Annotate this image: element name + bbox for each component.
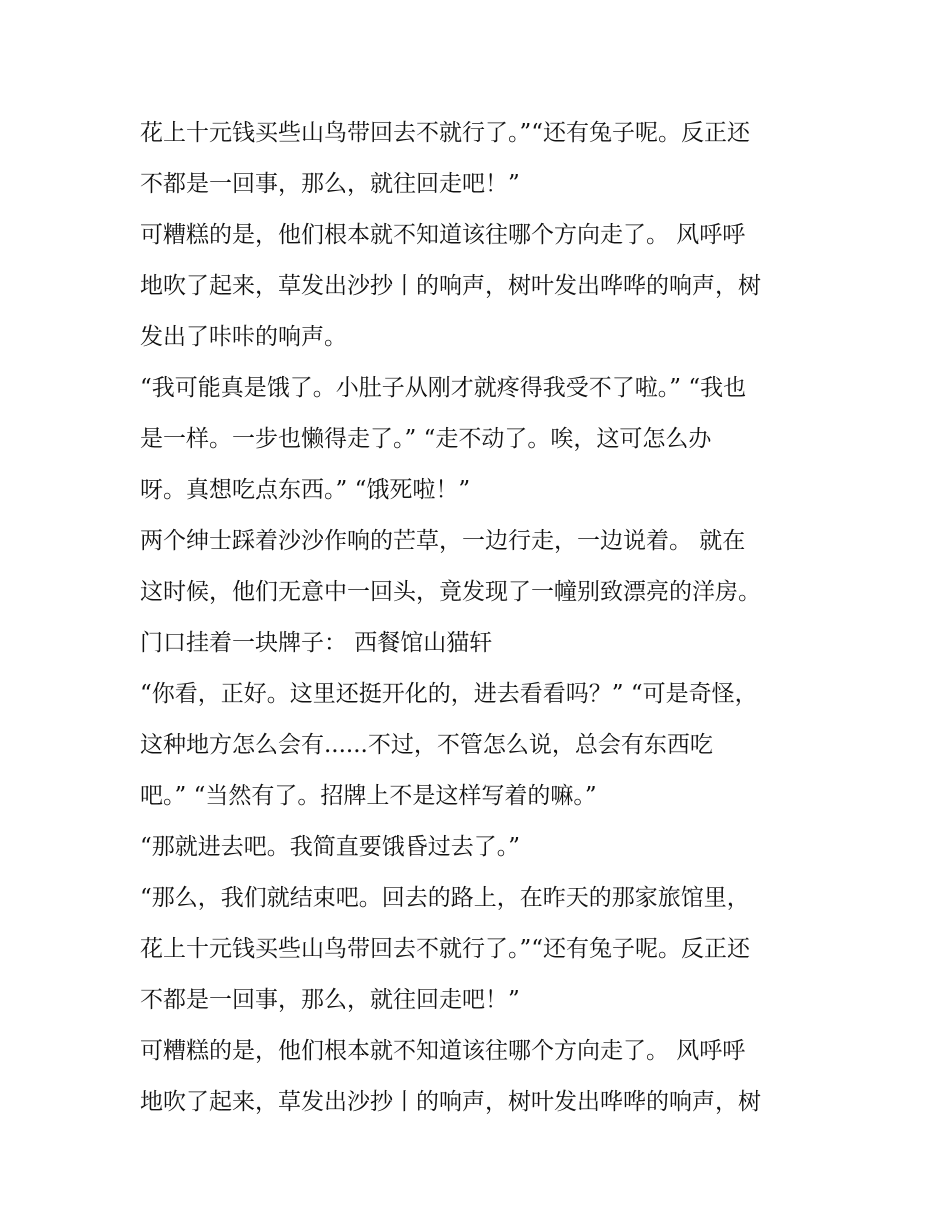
text-line: 不都是一回事，那么，就往回走吧！” — [140, 987, 520, 1013]
text-line: “你看，正好。这里还挺开化的，进去看看吗？” “可是奇怪， — [140, 681, 758, 707]
text-line: 呀。真想吃点东西。” “饿死啦！” — [140, 477, 471, 503]
text-line: 花上十元钱买些山鸟带回去不就行了。”“还有兔子呢。反正还 — [140, 120, 751, 146]
text-line: 花上十元钱买些山鸟带回去不就行了。”“还有兔子呢。反正还 — [140, 936, 751, 962]
text-line: “我可能真是饿了。小肚子从刚才就疼得我受不了啦。” “我也 — [140, 375, 747, 401]
text-line: “那就进去吧。我简直要饿昏过去了。” — [140, 834, 521, 860]
text-line: 吧。” “当然有了。招牌上不是这样写着的嘛。” — [140, 783, 597, 809]
text-line: “那么，我们就结束吧。回去的路上，在昨天的那家旅馆里， — [140, 885, 750, 911]
text-line: 这时候，他们无意中一回头，竟发现了一幢别致漂亮的洋房。 — [140, 579, 761, 605]
text-line: 可糟糕的是，他们根本就不知道该往哪个方向走了。 风呼呼 — [140, 1038, 746, 1064]
text-line: 不都是一回事，那么，就往回走吧！” — [140, 171, 520, 197]
text-line: 两个绅士踩着沙沙作响的芒草，一边行走，一边说着。 就在 — [140, 528, 746, 554]
text-line: 可糟糕的是，他们根本就不知道该往哪个方向走了。 风呼呼 — [140, 222, 746, 248]
text-line: 这种地方怎么会有......不过，不管怎么说，总会有东西吃 — [140, 732, 713, 758]
text-line: 地吹了起来，草发出沙抄丨的响声，树叶发出哗哗的响声，树 — [140, 273, 761, 299]
text-line: 是一样。一步也懒得走了。” “走不动了。唉，这可怎么办 — [140, 426, 712, 452]
text-line: 发出了咔咔的响声。 — [140, 324, 347, 350]
body-text — [140, 108, 820, 1128]
text-line: 地吹了起来，草发出沙抄丨的响声，树叶发出哗哗的响声，树 — [140, 1089, 761, 1115]
text-line: 门口挂着一块牌子： 西餐馆山猫轩 — [140, 630, 493, 656]
